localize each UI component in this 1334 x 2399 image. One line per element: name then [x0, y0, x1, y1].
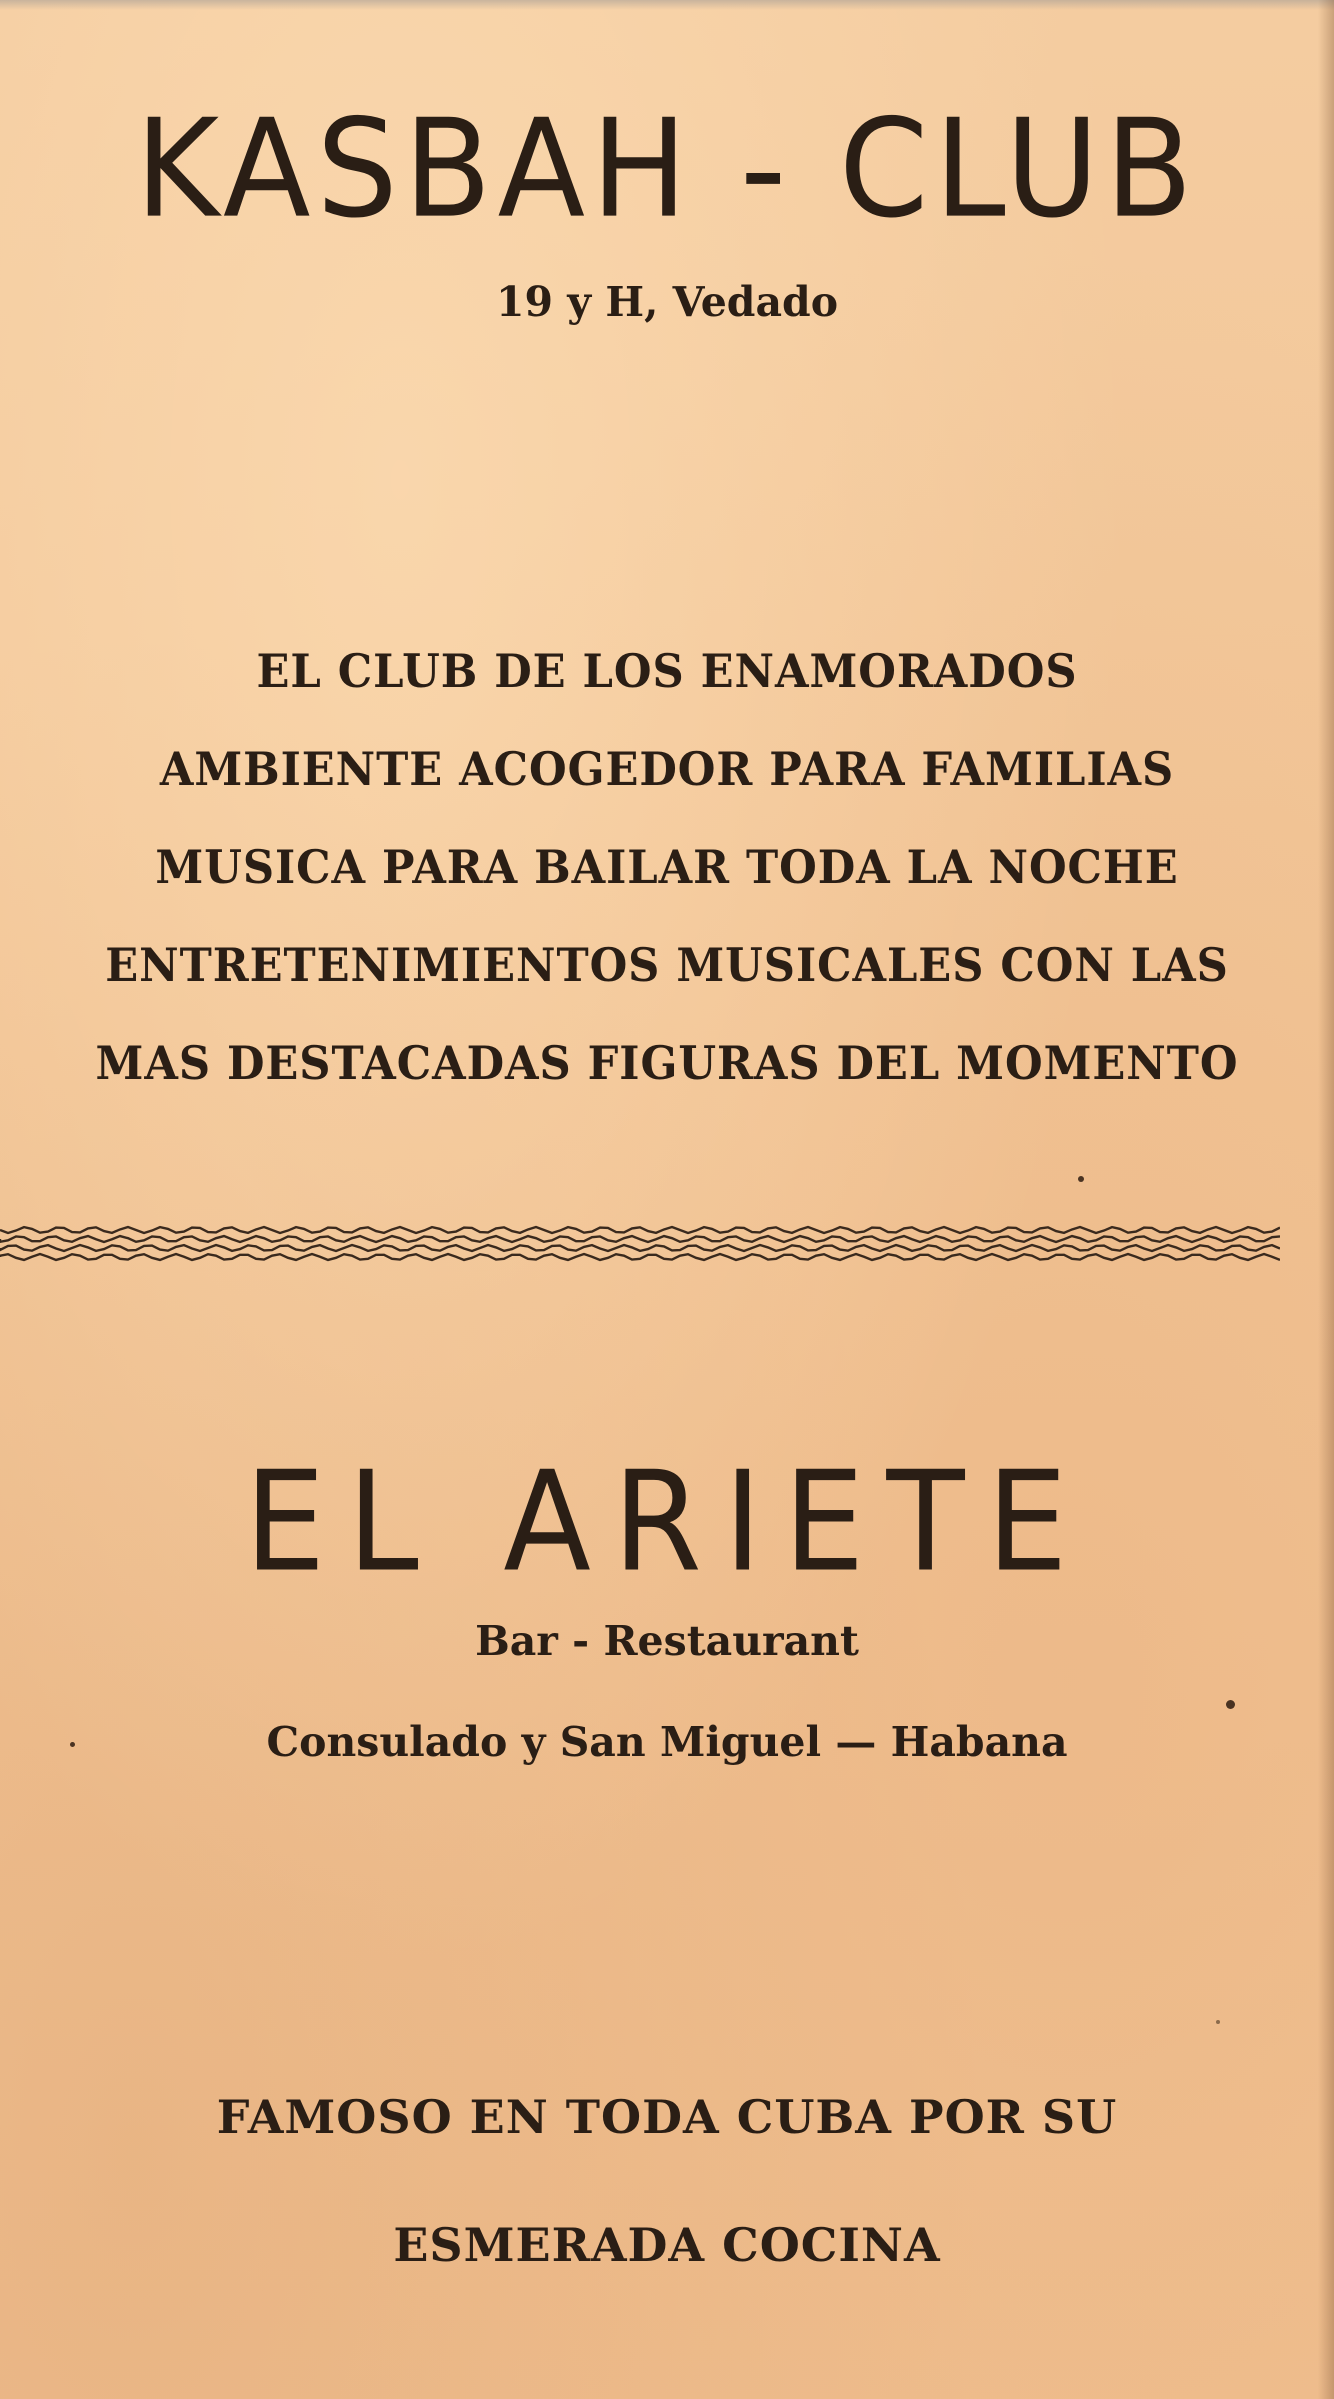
paper-speck — [1226, 1700, 1235, 1709]
feature-line: MAS DESTACADAS FIGURAS DEL MOMENTO — [95, 1036, 1239, 1090]
kasbah-club-features — [0, 622, 1334, 1112]
paper-speck — [1216, 2020, 1220, 2024]
wavy-divider — [0, 1222, 1280, 1268]
page-top-edge — [0, 0, 1334, 10]
kasbah-club-address: 19 y H, Vedado — [495, 278, 839, 326]
feature-line: AMBIENTE ACOGEDOR PARA FAMILIAS — [159, 742, 1175, 796]
el-ariete-subtitle: Bar - Restaurant — [475, 1617, 859, 1665]
feature-line: ENTRETENIMIENTOS MUSICALES CON LAS — [105, 938, 1229, 992]
feature-line: MUSICA PARA BAILAR TODA LA NOCHE — [155, 840, 1179, 894]
feature-line: EL CLUB DE LOS ENAMORADOS — [256, 644, 1078, 698]
el-ariete-slogan-line: FAMOSO EN TODA CUBA POR SU — [216, 2090, 1118, 2144]
el-ariete-address: Consulado y San Miguel — Habana — [266, 1718, 1068, 1766]
paper-speck — [70, 1742, 75, 1747]
paper-speck — [1078, 1176, 1084, 1182]
el-ariete-slogan-line: ESMERADA COCINA — [393, 2218, 941, 2272]
page-right-edge — [1318, 0, 1334, 2399]
kasbah-club-title: KASBAH - CLUB — [135, 90, 1199, 249]
el-ariete-title: EL ARIETE — [244, 1442, 1090, 1603]
